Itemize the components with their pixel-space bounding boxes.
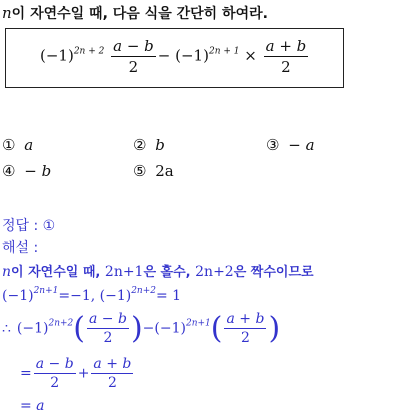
- fraction: [34, 356, 76, 391]
- var-n: n: [2, 264, 12, 280]
- choice-value: 2a: [155, 162, 174, 180]
- choice-value: b: [155, 136, 165, 154]
- right-paren: ): [268, 310, 281, 346]
- choice-number: ②: [133, 136, 147, 154]
- choice-value: − a: [288, 136, 315, 154]
- denominator: 2: [224, 328, 266, 346]
- text: 이 자연수일 때,: [11, 265, 105, 280]
- exponent: 2n+2: [48, 318, 74, 329]
- explanation-label: 해설 :: [2, 240, 39, 256]
- denominator: 2: [87, 328, 129, 346]
- expr-odd: 2n+1: [104, 264, 144, 280]
- choice-2[interactable]: [133, 136, 165, 154]
- choice-3[interactable]: [266, 136, 315, 154]
- term1-base: (−1): [40, 46, 74, 65]
- numerator: a − b: [89, 311, 127, 327]
- base: (−1): [154, 320, 186, 337]
- equals-sign: =: [20, 365, 32, 382]
- minus-sign: −: [157, 46, 171, 65]
- left-paren: (: [73, 310, 85, 346]
- fraction-denominator: 2: [111, 56, 156, 76]
- term1-exponent: 2n + 2: [73, 46, 105, 57]
- fraction: [224, 311, 266, 346]
- choice-number: ①: [2, 136, 16, 154]
- exponent: 2n+2: [131, 286, 156, 296]
- term2-base: (−1): [175, 46, 209, 65]
- explanation-line-1: [2, 261, 314, 280]
- times-sign: ×: [244, 46, 257, 65]
- plus-sign: +: [77, 365, 90, 382]
- numerator: a + b: [93, 356, 132, 372]
- fraction-numerator: a + b: [265, 37, 307, 55]
- value: = 1: [156, 288, 182, 304]
- right-paren: ): [130, 310, 143, 346]
- question-text: 이 자연수일 때, 다음 식을 간단히 하여라.: [11, 6, 268, 22]
- left-paren: (: [210, 310, 223, 346]
- minus-sign: −: [142, 320, 155, 337]
- choice-value: a: [24, 136, 34, 154]
- choice-number: ⑤: [133, 162, 147, 180]
- expr-even: 2n+2: [195, 264, 234, 280]
- choice-value: − b: [24, 162, 52, 180]
- explanation-line-5: = a: [20, 398, 45, 414]
- value: =−1,: [58, 288, 100, 304]
- denominator: 2: [34, 373, 76, 391]
- term2-exponent: 2n + 1: [208, 46, 240, 57]
- question: [2, 3, 268, 23]
- fraction: [91, 356, 133, 391]
- explanation-line-3: [2, 311, 280, 346]
- choice-number: ④: [2, 162, 16, 180]
- text: 은 홀수,: [143, 265, 196, 280]
- numerator: a − b: [35, 356, 74, 372]
- fraction-denominator: 2: [264, 56, 309, 76]
- choice-1[interactable]: [2, 136, 33, 154]
- fraction-numerator: a − b: [113, 37, 154, 55]
- choice-4[interactable]: [2, 162, 51, 180]
- numerator: a + b: [226, 311, 265, 327]
- fraction: [87, 311, 129, 346]
- exponent: 2n+1: [185, 318, 211, 329]
- boxed-expression: [40, 37, 310, 76]
- base: (−1): [2, 288, 34, 304]
- exponent: 2n+1: [33, 286, 59, 296]
- text: 은 짝수이므로: [233, 265, 314, 280]
- therefore-symbol: ∴: [2, 320, 11, 337]
- base: (−1): [99, 288, 132, 304]
- choice-number: ③: [266, 136, 280, 154]
- answer-label: 정답 : ①: [2, 218, 56, 234]
- fraction-a-plus-b: [264, 37, 309, 76]
- explanation-line-2: [2, 288, 181, 304]
- choice-5[interactable]: [133, 162, 174, 180]
- explanation-line-4: [20, 356, 135, 391]
- question-variable: n: [2, 4, 12, 22]
- denominator: 2: [91, 373, 133, 391]
- fraction-a-minus-b: [111, 37, 156, 76]
- base: (−1): [16, 320, 49, 337]
